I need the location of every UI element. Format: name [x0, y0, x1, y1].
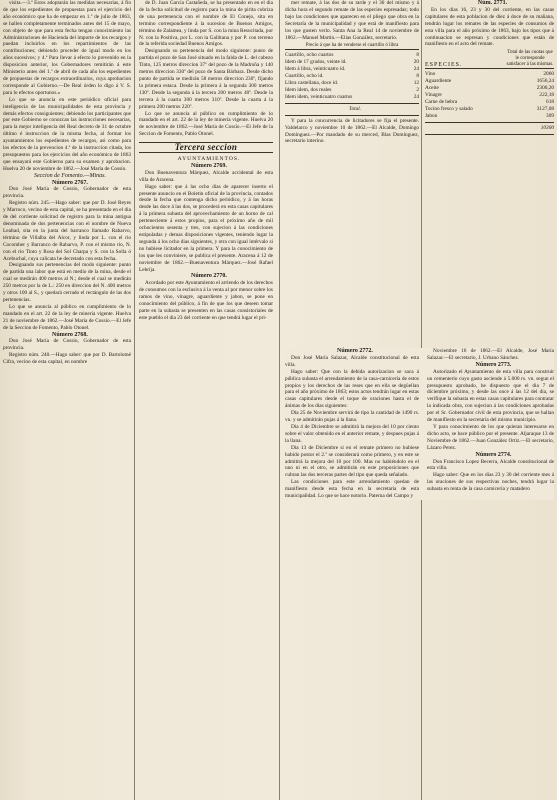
paragraph: Don José María de Cossío, Gobernador de esta provincia.	[3, 338, 131, 352]
section-title: Tercera seccion	[139, 142, 273, 153]
row-label: Carne de hebra	[425, 98, 458, 105]
row-value: 8	[416, 52, 419, 59]
column-rule	[279, 0, 280, 800]
row-label: Jabon	[425, 112, 438, 119]
notice-number: Número 2769.	[191, 162, 227, 169]
table-total-label: Total.	[348, 105, 362, 112]
price-table	[285, 52, 419, 100]
row-label: Idem idem, veinticuatro cuartos	[285, 93, 353, 100]
table-row	[285, 80, 419, 87]
row-label: Vinagre	[425, 92, 442, 99]
paragraph: Don Francisco Lopez Becerra, Alcalde constitucional de esta villa.	[427, 458, 554, 472]
paragraph: Noviembre 16 de 1862.—El Alcalde, José María Salazar.—El secretario, J. Urbano Sánchez.	[427, 348, 554, 361]
paragraph: Lo que se anuncia en este periódico oficial para inteligencia de las municipalidades de esta provincia y demás efectos consiguientes; debiendo los participantes que por este Gobierno se conozcan las instrucciones necesarias, para la mejor inteligencia del Real decreto de 31 de octubre último é instruccion de la misma fecha, al formar los ayuntamientos los espedientes de recargos, asi como para los efectos de la prevencion 4.ª de la instruccion citada, los presupuestos para los ejercicios del año económico de 1863 que ensayará este Gobierno para su examen y aprobacion. Huelva 20 de noviembre de 1862.—José María de Cossío.	[3, 96, 131, 172]
column-2	[139, 0, 273, 800]
table-row	[425, 113, 554, 120]
notice-number: Número 2774.	[475, 451, 512, 458]
row-value: 24	[413, 66, 419, 73]
column-1	[3, 0, 131, 800]
paragraph: Y para conocimiento de los que quieran interesarse en dicho acto, se hace público por el presente. Aljaraque 13 de Noviembre de 1862.—Juan González Ortiz.—El secretario, Lázaro Perez.	[427, 423, 554, 451]
table-row	[425, 71, 554, 78]
paragraph: Don José María de Cossío, Gobernador de esta provincia.	[3, 186, 131, 200]
paragraph: visita.—3.ª Estos adoptarán las medidas necesarias, á fin de que los espedientes de propuestas para el ejercicio del año económico que ha de empezar en 1.º de julio de 1863, se hallen completamente terminados antes del 15 de mayo, con objeto de que para esta fecha tengan conocimiento las Administraciones de Hacienda del importe de los recargos y puedan incluirlos en los repartimientos de las contribuciones; debiendo proceder de igual modo en los años sucesivos; y 4.ª Para llevar á efecto lo prevenido en la disposicion anterior, los Gobernadores remitirán á este Ministerio antes del 1.º de abril de cada año los espedientes de propuestas de recargos extraordinarios, cuya aprobacion corresponde al Gobierno.—De Real órden lo digo á V. S. para lo efectos oportunos.»	[3, 0, 131, 96]
row-value: 12	[413, 80, 419, 87]
row-label: Aceite	[425, 85, 439, 92]
row-value: 309	[546, 112, 554, 119]
price-table-header	[285, 43, 419, 50]
species-quota-heading: Total de las cuotas que le corresponde satisfacer á las mismas.	[506, 50, 554, 68]
notice-number: Número 2773.	[475, 361, 512, 368]
section-heading: Seccion de Fomento.—Minas.	[34, 172, 106, 179]
table-row	[285, 59, 419, 66]
lower-right	[427, 348, 554, 500]
species-total: 10300	[540, 124, 554, 131]
row-value: 2060	[543, 71, 554, 78]
row-value: 24	[413, 93, 419, 100]
paragraph: Autorizado el Ayuntamiento de esta villa para construir un cementerio cuyo gasto asciende á 5.000 rs. vn. segun el presupuesto aprobado, he dispuesto que el dia 7 de diciembre próximo, y desde las once á las 12 del dia, se verifique la subasta en estas casas capitulares para contratar la indicada obra, con sujecion á las condiciones aprobadas por el Sr. Gobernador civil de esta provincia, que se hallan de manifiesto en la secretaría del mismo municipio.	[427, 368, 554, 424]
row-label: Aguardiente	[425, 78, 452, 85]
paragraph: Registro núm. 245.—Hago saber: que por D. José Reyes y Marroco, vecino de esta capital, se ha presentado en el dia de del corriente solicitud de registro para la mina antigua denominada de dos pertenencias con el nombre de Nueva Lealtad, sita en la junta del barranco llamado Rabarvo, término de Villalba del Alcor, y linda por L. con el rio Cocomber y Barranco de Rabarvo, P. con el mismo rio, N. con el rio Tinto y Rosa del Sol Charpa y S. con la Solla ó Acebuchal, cuya calicata he decretado con esta fecha.	[3, 200, 131, 262]
paragraph: Las condiciones para este arrendamiento quedan de manifiesto desde esta fecha en la secretaría de esta municipalidad. Lo que se hace notorio. Paterna del Campo y	[285, 479, 419, 500]
row-value: 222,18	[539, 92, 554, 99]
species-table-header	[425, 50, 554, 69]
notice-number: Núm. 2771.	[477, 0, 508, 6]
notice-number: Número 2768.	[52, 331, 88, 338]
paragraph: Y para la concurrencia de licitadores se fija el presente. Valdelarco y noviembre 10 de 1862.—El Alcalde, Domingo Domínguez.—Por mandado de su merced, Blas Domínguez, secretario interino.	[285, 117, 419, 145]
table-row	[425, 78, 554, 85]
row-label: Idem idem, dos reales	[285, 86, 332, 93]
row-label: Idem á libra, veinticuatro id.	[285, 66, 346, 73]
paragraph: Designando su pertenencia del modo siguiente: punto de partida el pozo de San José situado en la falda de L. del cabezo Tinto, 125 metros direccion 37º del pozo de la Madroña y 140 metros direccion 330º del pozo de Santa Bárbara. Desde dicho punto de partida se medirán 58 metros direccion 230º, fijando la primera estaca. Desde la primera á la segunda 300 metros 130º. Desde la segunda á la tercera 200 metros 40º. Desde la tercera á la cuarta 300 metros 310º. Desde la cuarta á la primera 200 metros 220º.	[139, 48, 273, 110]
paragraph: mer remate, á las dos de su tarde y el 30 del mismo y á dicha hora el segundo remate de las especies espresadas; todo bajo las condiciones que aparecen en el pliego que obra en la Secretaría de la municipalidad y que está de manifiesto para los que gusten verlo. Santa Ana la Real 14 de noviembre de 1862.—Manuel Martin.—Elias González, secretario.	[285, 0, 419, 41]
paragraph: Dia 25 de Noviembre servirá de tipo la cantidad de 1490 rs. vn. y se admitirán pujas á la llana.	[285, 410, 419, 424]
table-row	[285, 66, 419, 73]
table-row	[285, 94, 419, 101]
table-row	[425, 106, 554, 113]
row-label: Libra castellana, doce id.	[285, 80, 339, 87]
notice-number: Número 2772.	[337, 348, 373, 354]
table-row	[425, 99, 554, 106]
paragraph: Dia 13 de Diciembre si en el remate primero no hubiese habido postor el 2.º se considerará como primero, y en este se admitirá la mejora del 10 por 100. Mas no habiéndolo en el uno ni en el otro, se admitirán en este proposiciones que cubran las dos terceras partes del tipo que queda señalado.	[285, 444, 419, 479]
paragraph: de D. Juan García Castañeda, se ha presentado en en el dia de la fecha solicitud de registro para la mina de pirita cobriza de una pertenencia con el nombre de El Conejo, sita en termino correspondiente á la sucesion de Buenos Amigos, término de Zalamea, y linda por S. con la mina Resucitada, por N. con la Positiva, por L. con la Gallitana y por P. con terreno de la referida sociedad Buenos Amigos.	[139, 0, 273, 48]
paragraph: Don José María Salazar, Alcalde constitucional de esta villa.	[285, 354, 419, 368]
paragraph: Registro núm. 248.—Hago saber: que por D. Bartolomé Cifra, vecino de esta capital, en nombre	[3, 352, 131, 366]
row-label: Cuartillo, ocho id.	[285, 73, 324, 80]
paragraph: Designando sus pertenencias del modo siguiente: punto de partida una labor que está en medio de la mina, desde el cual se medirán 400 metros al N.; desde el cual se medirán 250 metros por la de L.: 250 en direccion del N. 400 metros y otros 100 al S., y quedará cerrado el rectángulo de las dos pertenencias.	[3, 262, 131, 303]
paragraph: En los dias 16, 23 y 30 del corriente, en las casas capitulares de esta poblacion de diez á doce de su mañana, tendrán lugar los remates de las especies de consumos de esta villa para el año próximo de 1863, bajo los tipos que á continuacion se espresan y condiciones que están de manifiesto en el acto del remate.	[425, 6, 554, 48]
row-value: 8	[416, 73, 419, 80]
row-label: Tocino fresco y salado	[425, 105, 473, 112]
species-table	[425, 71, 554, 119]
row-value: 2300,20	[536, 85, 554, 92]
paragraph: Dia 4 de Diciembre se admitirá la mejora del 10 por ciento sobre el valor obtenido en el anterior remate, y despues pujas á la llana.	[285, 423, 419, 444]
table-row	[285, 87, 419, 94]
row-label: Cuartillo, ocho cuartos	[285, 52, 334, 59]
row-value: 2	[416, 86, 419, 93]
paragraph: Hago saber: Que con la debida autorizacion se saca á pública subasta el arrendamiento de la casa-carnicería de estos propios y los derechos de las reses que en ella se degüellan para el año próximo de 1863; estos actos tendrán lugar en estas casas capitulares desde el toque de oraciones hasta el de ánimas de los dias siguientes:	[285, 368, 419, 410]
row-label: Vino	[425, 71, 436, 78]
column-rule	[134, 0, 135, 800]
table-row	[425, 85, 554, 92]
row-value: 618	[546, 98, 554, 105]
lower-left	[285, 348, 419, 500]
price-table-title: Precio á que ha de venderse el cuartillo ó libra	[305, 43, 399, 49]
row-value: 20	[413, 59, 419, 66]
section-subtitle: AYUNTAMIENTOS.	[177, 156, 241, 163]
row-value: 1656,24	[536, 78, 554, 85]
table-row	[285, 73, 419, 80]
paragraph: Lo que se anuncia al público en cumplimiento de lo mandado en el art. 22 de la ley de minería vigente. Huelva 20 de noviembre de 1862.—José María de Cossío.—El Jefe de la Seccion de Fomento, Pablo Otonel.	[139, 110, 273, 138]
table-row	[285, 52, 419, 59]
species-heading: ESPECIES.	[425, 62, 463, 69]
notice-number: Número 2767.	[52, 179, 88, 186]
paragraph: Hago saber: Que en los dias 23 y 30 del corriente mes á las oraciones de sus respectivas noches, tendrá lugar la subasta en renta de la casa carnicería y matadero	[427, 472, 554, 493]
paragraph: Don Buenaventura Márquez, Alcalde accidental de esta villa de Aracena.	[139, 169, 273, 183]
row-label: Idem de 17 grados, veinte id.	[285, 59, 347, 66]
paragraph: Hago saber: que á las ocho dias de aparecer inserto el presente anuncio en el Boletin oficial de la provincia, contados desde la fecha que contenga dicho periódico, y á las horas desde las doce á las dos, se procederá en esta casas capitulares á la primera subasta del aprovechamiento de un horno de cal perteneciente á estos propios, para el próximo año de mil ochocientos sesenta y tres, con sujecion á las condiciones estipuladas y demas disposiciones vigentes, teniendo lugar la segunda á los ocho dias siguientes, y otra con igual intérvalo si no hubiese licitador en la primera. Y para la conocimiento de los que les conviniere, se publica el presente. Aracena á 12 de noviembre de 1862.—Buenaventura Márquez.—José Rafael Lebrija.	[139, 183, 273, 273]
paragraph: Lo que se anuncia al público en cumplimiento de lo mandado en el art. 22 de la ley de minería vigente. Huelva 21 de noviembre de 1862.—José María de Cossío.—El Jefe de la Seccion de Fomento, Pablo Otonel.	[3, 303, 131, 331]
row-value: 3127,08	[536, 105, 554, 112]
table-row	[425, 92, 554, 99]
notice-number: Número 2770.	[191, 273, 227, 280]
paragraph: Acordado por este Ayuntamiento el arriendo de los derechos de consumos con la esclusiva á la venta al por menor sobre los ramos de vino, vinagre, aguardiente y jabon, se pone en conocimiento del público, á fin de que los que deseen tomar parte en la subasta se presenten en las casas consistoriales de este pueblo el dia 23 del corriente en que tendrá lugar el pri-	[139, 280, 273, 321]
lower-block	[285, 348, 554, 500]
